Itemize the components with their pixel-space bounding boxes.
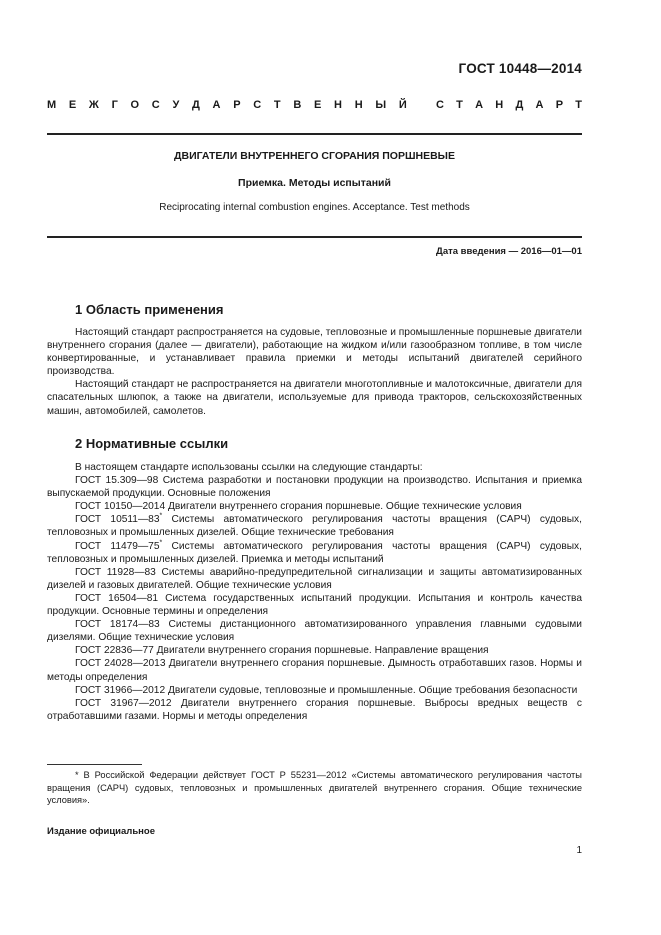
reference-code: ГОСТ 24028—2013 [75,658,166,670]
interstate-standard-banner [47,99,582,111]
standard-word [436,99,582,111]
banner-letter: С [436,99,444,111]
reference-title: Двигатели судовые, тепловозные и промышленные. Общие требования безопасности [167,684,578,696]
normative-reference [47,592,582,618]
reference-code: ГОСТ 10150—2014 [75,501,166,513]
normative-reference [47,540,582,566]
banner-letter: В [293,99,302,111]
footnote-marker: * [159,539,163,547]
normative-reference [47,684,582,697]
normative-reference [47,513,582,539]
section-2-intro: В настоящем стандарте использованы ссылки на следующие стандарты: [75,462,423,473]
reference-title: Системы дистанционного автоматизированного управления главными судовыми дизелями. Общие технические условия [47,619,582,644]
reference-title: Системы аварийно-предупредительной сигнализации и защиты автоматизированных дизелей и газовых двигателей. Общие технические условия [47,566,583,591]
banner-letter: Г [111,99,118,111]
official-edition-label: Издание официальное [47,826,155,837]
banner-letter: С [253,99,262,111]
english-title: Reciprocating internal combustion engines. Acceptance. Test methods [159,202,470,213]
banner-letter: Н [334,99,342,111]
title-rule [47,236,582,238]
normative-reference [47,644,582,657]
banner-letter: Н [354,99,363,111]
banner-letter: У [172,99,180,111]
banner-letter: О [130,99,140,111]
normative-reference [47,500,582,513]
reference-title: Системы автоматического регулирования частоты вращения (САРЧ) судовых, тепловозных и промышленных дизелей. Приемка и методы испытаний [47,540,582,565]
page-number: 1 [576,845,582,856]
banner-letter: Д [192,99,200,111]
reference-code: ГОСТ 16504—81 [75,592,159,604]
reference-title: Система государственных испытаний продукции. Испытания и контроль качества продукции. Основные термины и определения [47,592,582,618]
banner-letter: Н [495,99,504,111]
banner-letter: Ж [88,99,99,111]
reference-title: Двигатели внутреннего сгорания поршневые. Направление вращения [156,645,489,657]
reference-code: ГОСТ 31967—2012 [75,697,172,709]
normative-reference [47,474,582,500]
reference-code: ГОСТ 18174—83 [75,619,160,631]
normative-reference [47,657,582,683]
reference-code: ГОСТ 10511—83 [75,514,160,526]
document-title: ДВИГАТЕЛИ ВНУТРЕННЕГО СГОРАНИЯ ПОРШНЕВЫЕ [174,150,455,162]
normative-reference [47,697,582,723]
section-2-body [47,461,582,723]
banner-letter: С [151,99,160,111]
normative-reference [47,566,582,592]
reference-title: Система разработки и постановки продукции на производство. Испытания и приемка выпускаемой продукции. Основные положения [47,475,582,500]
banner-letter: Е [314,99,322,111]
banner-letter: Р [555,99,564,111]
reference-code: ГОСТ 22836—77 [75,645,154,657]
reference-code: ГОСТ 15.309—98 [75,475,159,487]
banner-letter: А [212,99,221,111]
banner-letter: Р [233,99,241,111]
section-1-body [47,326,582,418]
section-2-heading: 2 Нормативные ссылки [75,436,229,451]
document-code: ГОСТ 10448—2014 [458,61,582,76]
reference-title: Системы автоматического регулирования частоты вращения (САРЧ) судовых, тепловозных и промышленных дизелей. Общие технические требования [47,514,582,539]
banner-letter: Й [398,99,407,111]
introduction-date: Дата введения — 2016—01—01 [436,246,582,257]
reference-code: ГОСТ 11928—83 [75,566,156,578]
banner-letter: Т [575,99,582,111]
footnote-rule [47,764,142,765]
banner-letter: Т [273,99,281,111]
footnote: * В Российской Федерации действует ГОСТ Р 55231—2012 «Системы автоматического регулирования частоты вращения (САРЧ) судовых, тепловозных и промышленных двигателей внутреннего сгорания. Общие технические условия». [47,770,582,805]
section-1-paragraph-2: Настоящий стандарт не распространяется на двигатели многотопливные и малотоксичные, двигатели для спасательных шлюпок, а также на двигатели, используемые для привода тракторов, сельскохозяйственных машин, автомобилей, самолетов. [47,379,582,417]
reference-title: Двигатели внутреннего сгорания поршневые. Общие технические условия [167,501,522,513]
banner-letter: Е [68,99,77,111]
banner-letter: Ы [375,99,387,111]
document-subtitle: Приемка. Методы испытаний [238,177,391,189]
banner-letter: Д [515,99,524,111]
reference-code: ГОСТ 11479—75 [75,540,160,552]
reference-code: ГОСТ 31966—2012 [75,684,166,696]
normative-reference [47,618,582,644]
banner-letter: А [475,99,484,111]
section-1-heading: 1 Область применения [75,302,224,317]
footnote-marker: * [159,512,163,520]
banner-letter: М [47,99,57,111]
banner-letter: А [535,99,544,111]
reference-title: Двигатели внутреннего сгорания поршневые. Выбросы вредных веществ с отработавшими газами. Нормы и методы определения [47,697,582,722]
top-rule [47,133,582,135]
reference-title: Двигатели внутреннего сгорания поршневые. Дымность отработавших газов. Нормы и методы определения [47,658,582,683]
banner-letter: Т [456,99,463,111]
section-1-paragraph-1: Настоящий стандарт распространяется на судовые, тепловозные и промышленные поршневые двигатели внутреннего сгорания (далее — двигатели), работающие на жидком и/или газообразном топливе, в том числе конвертированные, и устанавливает правила приемки и методы испытаний двигателей серийного производства. [47,327,582,378]
interstate-word [47,99,407,111]
